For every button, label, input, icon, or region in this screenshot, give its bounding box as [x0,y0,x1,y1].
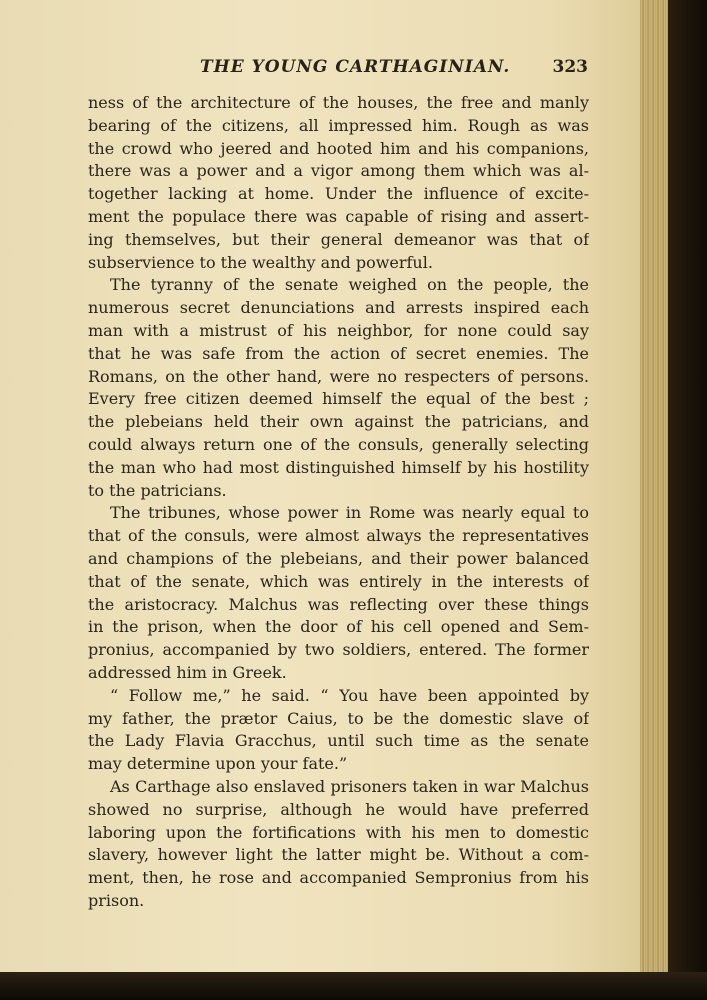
text-line: man with a mistrust of his neighbor, for none could say [88,320,589,340]
text-line: laboring upon the fortifications with his men to domestic [88,822,589,842]
body-text [88,92,589,913]
text-line: that of the consuls, were almost always the representatives [88,526,589,546]
text-line: prison. [88,890,145,910]
text-line: Every free citizen deemed himself the equal of the best ; [88,389,589,409]
text-line: slavery, however light the latter might be. Without a com- [88,845,589,865]
text-line: that he was safe from the action of secret enemies. The [88,343,589,363]
text-line: there was a power and a vigor among them which was al- [88,161,589,181]
text-line: the aristocracy. Malchus was reflecting over these things [88,594,589,614]
book-bottom-edge [0,972,707,1000]
page-number: 323 [552,57,588,77]
text-line: the Lady Flavia Gracchus, until such time as the senate [88,731,589,751]
text-line: “ Follow me,” he said. “ You have been appointed by [110,685,589,705]
text-line: the plebeians held their own against the patricians, and [88,412,589,432]
running-title: THE YOUNG CARTHAGINIAN. [200,57,511,77]
text-line: ness of the architecture of the houses, the free and manly [88,93,589,112]
text-line: pronius, accompanied by two soldiers, entered. The former [88,640,589,660]
text-line: ment, then, he rose and accompanied Sempronius from his [88,868,589,888]
text-line: Romans, on the other hand, were no respecters of persons. [88,366,589,386]
text-line: in the prison, when the door of his cell opened and Sem- [88,617,589,637]
text-line: The tyranny of the senate weighed on the people, the [110,275,589,295]
text-line: could always return one of the consuls, generally selecting [88,434,589,454]
text-line: that of the senate, which was entirely in the interests of [88,571,589,591]
text-line: the man who had most distinguished himself by his hostility [88,457,589,477]
book-cover-edge [668,0,707,1000]
text-line: ing themselves, but their general demeanor was that of [88,229,589,249]
text-line: bearing of the citizens, all impressed him. Rough as was [88,115,589,135]
text-line: numerous secret denunciations and arrests inspired each [88,298,589,318]
page-edges [640,0,668,972]
text-line: As Carthage also enslaved prisoners taken in war Malchus [110,776,589,796]
text-line: addressed him in Greek. [88,662,287,682]
text-line: the crowd who jeered and hooted him and his companions, [88,138,589,158]
text-line: showed no surprise, although he would have preferred [88,799,589,819]
text-line: ment the populace there was capable of rising and assert- [88,206,589,226]
text-line: subservience to the wealthy and powerful. [88,252,433,272]
text-line: The tribunes, whose power in Rome was nearly equal to [110,503,589,523]
text-line: together lacking at home. Under the influence of excite- [88,184,589,204]
text-line: my father, the prætor Caius, to be the domestic slave of [88,708,589,728]
running-header [88,57,588,79]
text-line: may determine upon your fate.” [88,754,348,774]
text-line: to the patricians. [88,480,227,500]
text-line: and champions of the plebeians, and their power balanced [88,548,589,568]
